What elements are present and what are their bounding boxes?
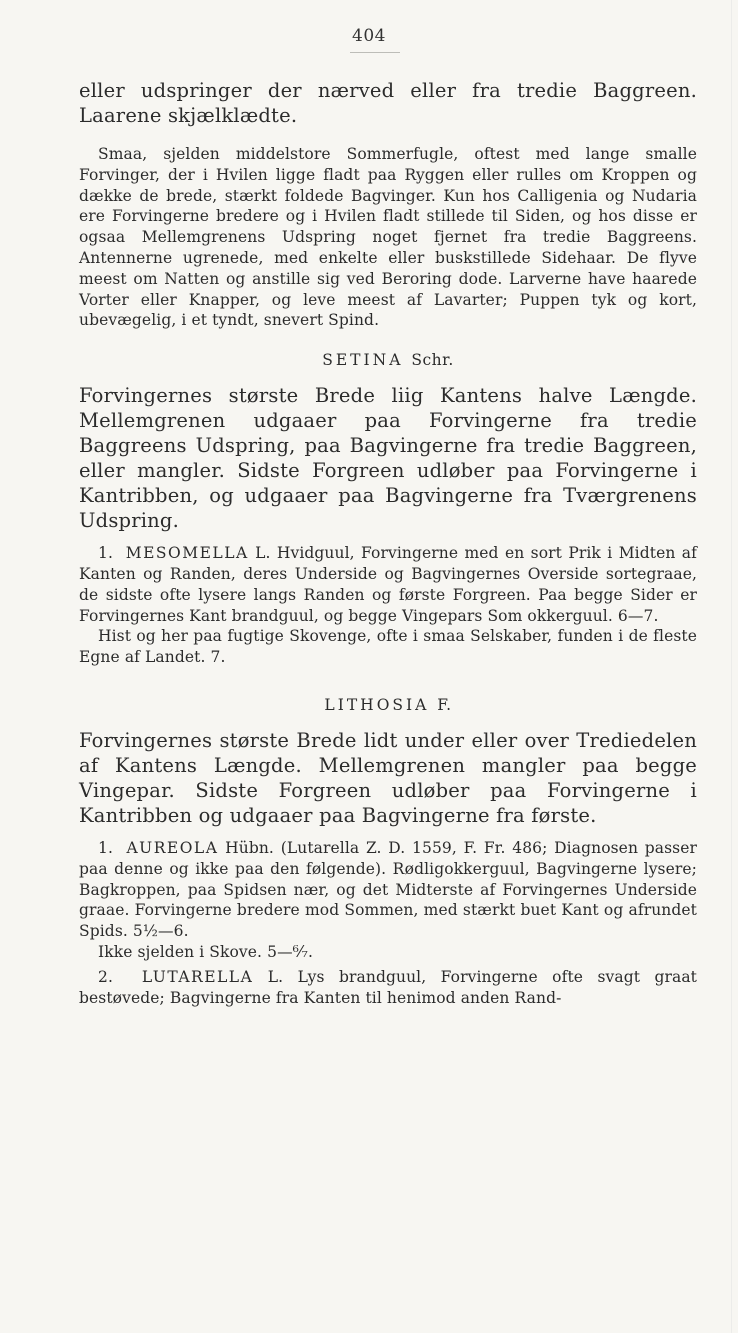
species-habitat-mesomella: Hist og her paa fugtige Skovenge, ofte i smaa Selskaber, funden i de fleste Egne af Landet. 7. <box>79 627 697 667</box>
page-number: 404 <box>352 26 386 46</box>
page-edge <box>731 0 732 1333</box>
genus-description-setina: Forvingernes største Brede liig Kantens halve Længde. Mellemgrenen udgaaer paa Forvingerne fra tredie Baggreens Udspring, paa Bagvingerne fra tredie Baggreen, eller mangler. Sidste Forgreen udløber paa Forvingerne i Kantribben, og udgaaer paa Bagvingerne fra Tværgrenens Udspring. <box>79 384 697 533</box>
species-number: 1. <box>98 544 113 563</box>
species-author: L. <box>255 544 271 563</box>
species-name: LUTARELLA <box>141 967 254 986</box>
genus-heading-setina <box>79 351 697 369</box>
species-entry-lutarella <box>79 967 697 1009</box>
genus-name: LITHOSIA <box>324 695 430 714</box>
species-text: (Lutarella Z. D. 1559, F. Fr. 486; Diagnosen passer paa denne og ikke paa den følgende). Rødligokkerguul, Bagvingerne lysere; Bagkroppen, paa Spidsen nær, og det Midterste af Forvingernes Underside graae. Forvingerne bredere mod Sommen, med stærkt buet Kant og afrundet Spids. 5½—6. <box>79 838 698 941</box>
species-name: MESOMELLA <box>125 544 249 563</box>
species-author: L. <box>267 967 284 986</box>
species-text: Lys brandguul, Forvingerne ofte svagt graat bestøvede; Bagvingerne fra Kanten til henimod anden Rand- <box>79 967 698 1007</box>
intro-paragraph: eller udspringer der nærved eller fra tredie Baggreen. Laarene skjælklædte. <box>79 79 697 127</box>
species-entry-mesomella <box>79 543 697 626</box>
species-author: Hübn. <box>225 838 274 857</box>
genus-heading-lithosia <box>79 696 697 714</box>
family-description: Smaa, sjelden middelstore Sommerfugle, oftest med lange smalle Forvinger, der i Hvilen ligge fladt paa Ryggen eller rulles om Kroppen og dække de brede, stærkt foldede Bagvinger. Kun hos Calligenia og Nudaria ere Forvingerne bredere og i Hvilen fladt stillede til Siden, og hos disse er ogsaa Mellemgrenens Udspring noget fjernet fra tredie Baggreens. Antennerne ugrenede, med enkelte eller buskstillede Sidehaar. De flyve meest om Natten og anstille sig ved Beroring dode. Larverne have haarede Vorter eller Knapper, og leve meest af Lavarter; Puppen tyk og kort, ubevægelig, i et tyndt, snevert Spind. <box>79 145 697 330</box>
genus-description-lithosia: Forvingernes største Brede lidt under eller over Trediedelen af Kantens Længde. Mellemgrenen mangler paa begge Vingepar. Sidste Forgreen udløber paa Forvingerne i Kantribben og udgaaer paa Bagvingerne fra første. <box>79 728 697 827</box>
species-text: Hvidguul, Forvingerne med en sort Prik i Midten af Kanten og Randen, deres Underside og Bagvingernes Overside sortegraae, de sidste ofte lysere langs Randen og første Forgreen. Paa begge Sider er Forvingernes Kant brandguul, og begge Vingepars Som okkerguul. 6—7. <box>79 544 697 625</box>
species-entry-aureola <box>79 838 697 942</box>
genus-author: Schr. <box>411 351 454 370</box>
page-body <box>79 78 697 1008</box>
species-name: AUREOLA <box>126 838 219 857</box>
genus-author: F. <box>437 695 452 714</box>
species-habitat-aureola: Ikke sjelden i Skove. 5—⁶⁄₇. <box>98 942 314 961</box>
species-number: 2. <box>98 967 113 986</box>
species-number: 1. <box>98 838 113 857</box>
page-number-rule <box>350 52 400 53</box>
genus-name: SETINA <box>322 351 404 370</box>
